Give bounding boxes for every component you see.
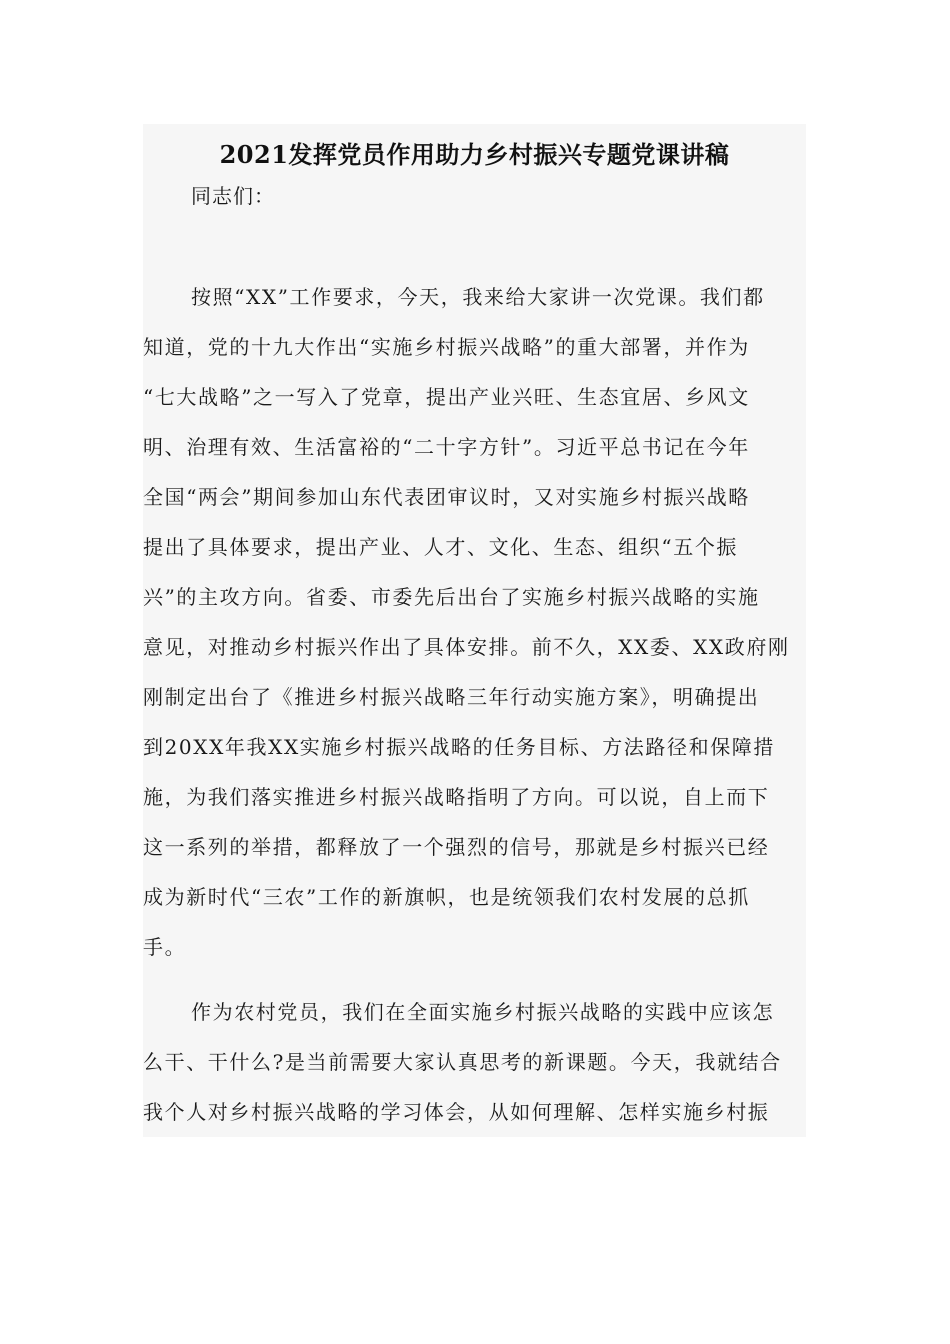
paragraph-line: “七大战略”之一写入了党章，提出产业兴旺、生态宜居、乡风文 xyxy=(143,385,750,409)
paragraph-line: 到20XX年我XX实施乡村振兴战略的任务目标、方法路径和保障措 xyxy=(143,735,776,759)
paragraph-line: 么干、干什么?是当前需要大家认真思考的新课题。今天，我就结合 xyxy=(143,1050,782,1074)
paragraph-line: 全国“两会”期间参加山东代表团审议时，又对实施乡村振兴战略 xyxy=(143,485,750,509)
paragraph-line: 明、治理有效、生活富裕的“二十字方针”。习近平总书记在今年 xyxy=(143,435,750,459)
paragraph-line: 这一系列的举措，都释放了一个强烈的信号，那就是乡村振兴已经 xyxy=(143,835,770,859)
paragraph-line: 刚制定出台了《推进乡村振兴战略三年行动实施方案》，明确提出 xyxy=(143,685,760,709)
paragraph-line: 成为新时代“三农”工作的新旗帜，也是统领我们农村发展的总抓 xyxy=(143,885,750,909)
paragraph-line: 兴”的主攻方向。省委、市委先后出台了实施乡村振兴战略的实施 xyxy=(143,585,760,609)
paragraph-line: 作为农村党员，我们在全面实施乡村振兴战略的实践中应该怎 xyxy=(191,1000,775,1024)
paragraph-2 xyxy=(143,987,806,1137)
salutation: 同志们： xyxy=(191,184,275,208)
paragraph-1 xyxy=(143,272,806,972)
paragraph-line: 知道，党的十九大作出“实施乡村振兴战略”的重大部署，并作为 xyxy=(143,335,750,359)
document-title: 2021发挥党员作用助力乡村振兴专题党课讲稿 xyxy=(219,140,730,169)
paragraph-line: 手。 xyxy=(143,935,187,959)
paragraph-line: 按照“XX”工作要求，今天，我来给大家讲一次党课。我们都 xyxy=(191,285,765,309)
paragraph-line: 我个人对乡村振兴战略的学习体会，从如何理解、怎样实施乡村振 xyxy=(143,1100,770,1124)
paragraph-line: 施，为我们落实推进乡村振兴战略指明了方向。可以说，自上而下 xyxy=(143,785,770,809)
paragraph-line: 意见，对推动乡村振兴作出了具体安排。前不久，XX委、XX政府刚 xyxy=(143,635,790,659)
document-page xyxy=(143,124,806,1137)
paragraph-line: 提出了具体要求，提出产业、人才、文化、生态、组织“五个振 xyxy=(143,535,739,559)
